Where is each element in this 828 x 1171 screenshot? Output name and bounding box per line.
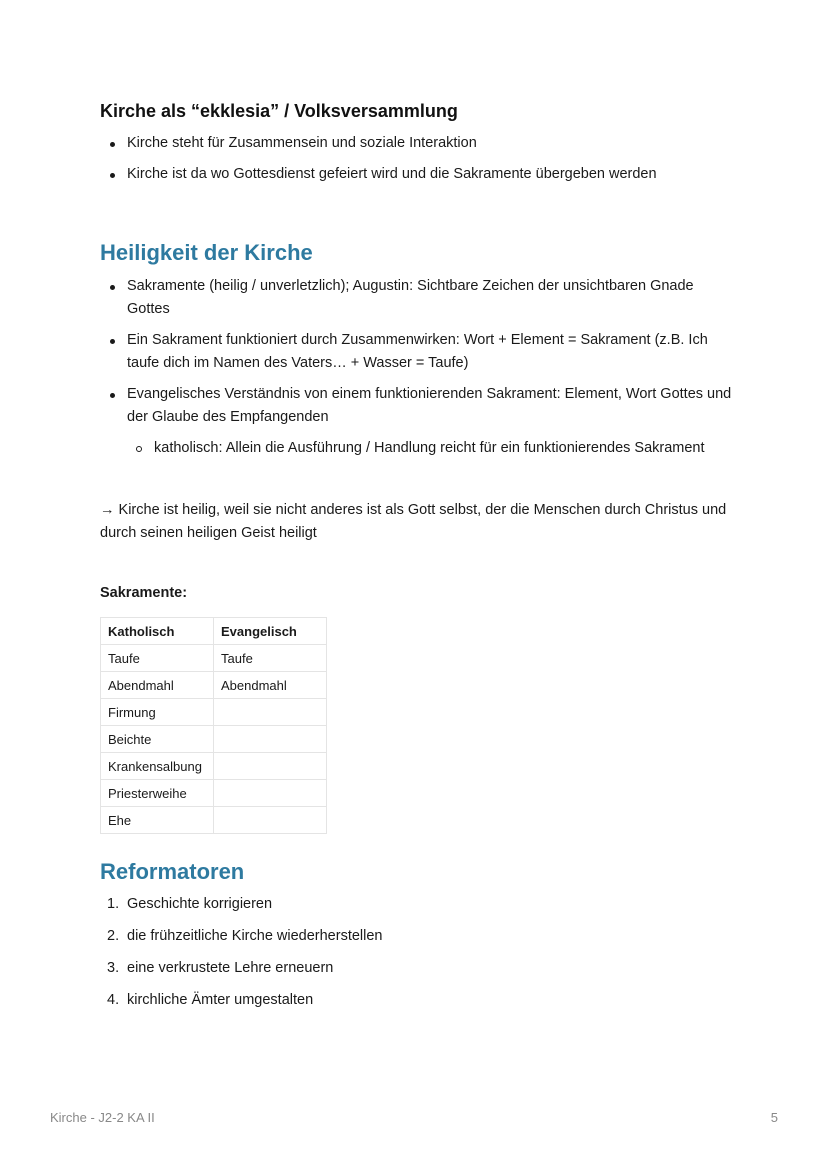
reformatoren-list [100,893,740,1012]
heiligkeit-sublist [100,437,740,460]
list-item: Evangelisches Verständnis von einem funktionierenden Sakrament: Element, Wort Gottes und der Glaube des Empfangenden [100,383,740,429]
table-cell: Firmung [101,699,214,726]
table-row [101,699,327,726]
list-item: Kirche ist da wo Gottesdienst gefeiert wird und die Sakramente übergeben werden [100,163,740,186]
table-cell: Taufe [101,645,214,672]
list-item: 1. Geschichte korrigieren [107,896,273,912]
heiligkeit-conclusion: → Kirche ist heilig, weil sie nicht anderes ist als Gott selbst, der die Menschen durch Christus und durch seinen heiligen Geist heiligt [100,502,727,541]
table-header-cell: Evangelisch [214,618,327,645]
list-item: 3. eine verkrustete Lehre erneuern [107,960,334,976]
table-cell: Priesterweihe [101,780,214,807]
list-item: Kirche steht für Zusammensein und soziale Interaktion [100,132,740,155]
table-row [101,645,327,672]
table-cell: Taufe [214,645,327,672]
table-row [101,753,327,780]
list-item: 2. die frühzeitliche Kirche wiederherstellen [107,928,383,944]
table-row [101,780,327,807]
reformatoren-heading: Reformatoren [100,859,245,884]
table-cell: Krankensalbung [101,753,214,780]
table-cell [214,753,327,780]
sakramente-table [100,617,327,834]
table-row [101,726,327,753]
table-row [101,672,327,699]
table-cell: Beichte [101,726,214,753]
footer-title: Kirche - J2-2 KA II [50,1110,155,1125]
table-cell [214,807,327,834]
table-cell: Abendmahl [101,672,214,699]
list-item: Ein Sakrament funktioniert durch Zusammenwirken: Wort + Element = Sakrament (z.B. Ich taufe dich im Namen des Vaters… + Wasser = Taufe) [100,329,740,375]
page-number: 5 [770,1110,778,1125]
table-cell [214,726,327,753]
heiligkeit-list [100,275,740,429]
sakramente-label: Sakramente: [100,585,188,601]
ekklesia-heading: Kirche als “ekklesia” / Volksversammlung [100,101,458,121]
table-header-row [101,618,327,645]
table-cell: Abendmahl [214,672,327,699]
table-header-cell: Katholisch [101,618,214,645]
heiligkeit-heading: Heiligkeit der Kirche [100,240,313,265]
list-item: 4. kirchliche Ämter umgestalten [107,992,314,1008]
ekklesia-list [100,132,740,186]
table-cell: Ehe [101,807,214,834]
list-item: katholisch: Allein die Ausführung / Handlung reicht für ein funktionierendes Sakrament [100,437,740,460]
list-item: Sakramente (heilig / unverletzlich); Augustin: Sichtbare Zeichen der unsichtbaren Gnade Gottes [100,275,740,321]
table-row [101,807,327,834]
table-cell [214,699,327,726]
table-cell [214,780,327,807]
